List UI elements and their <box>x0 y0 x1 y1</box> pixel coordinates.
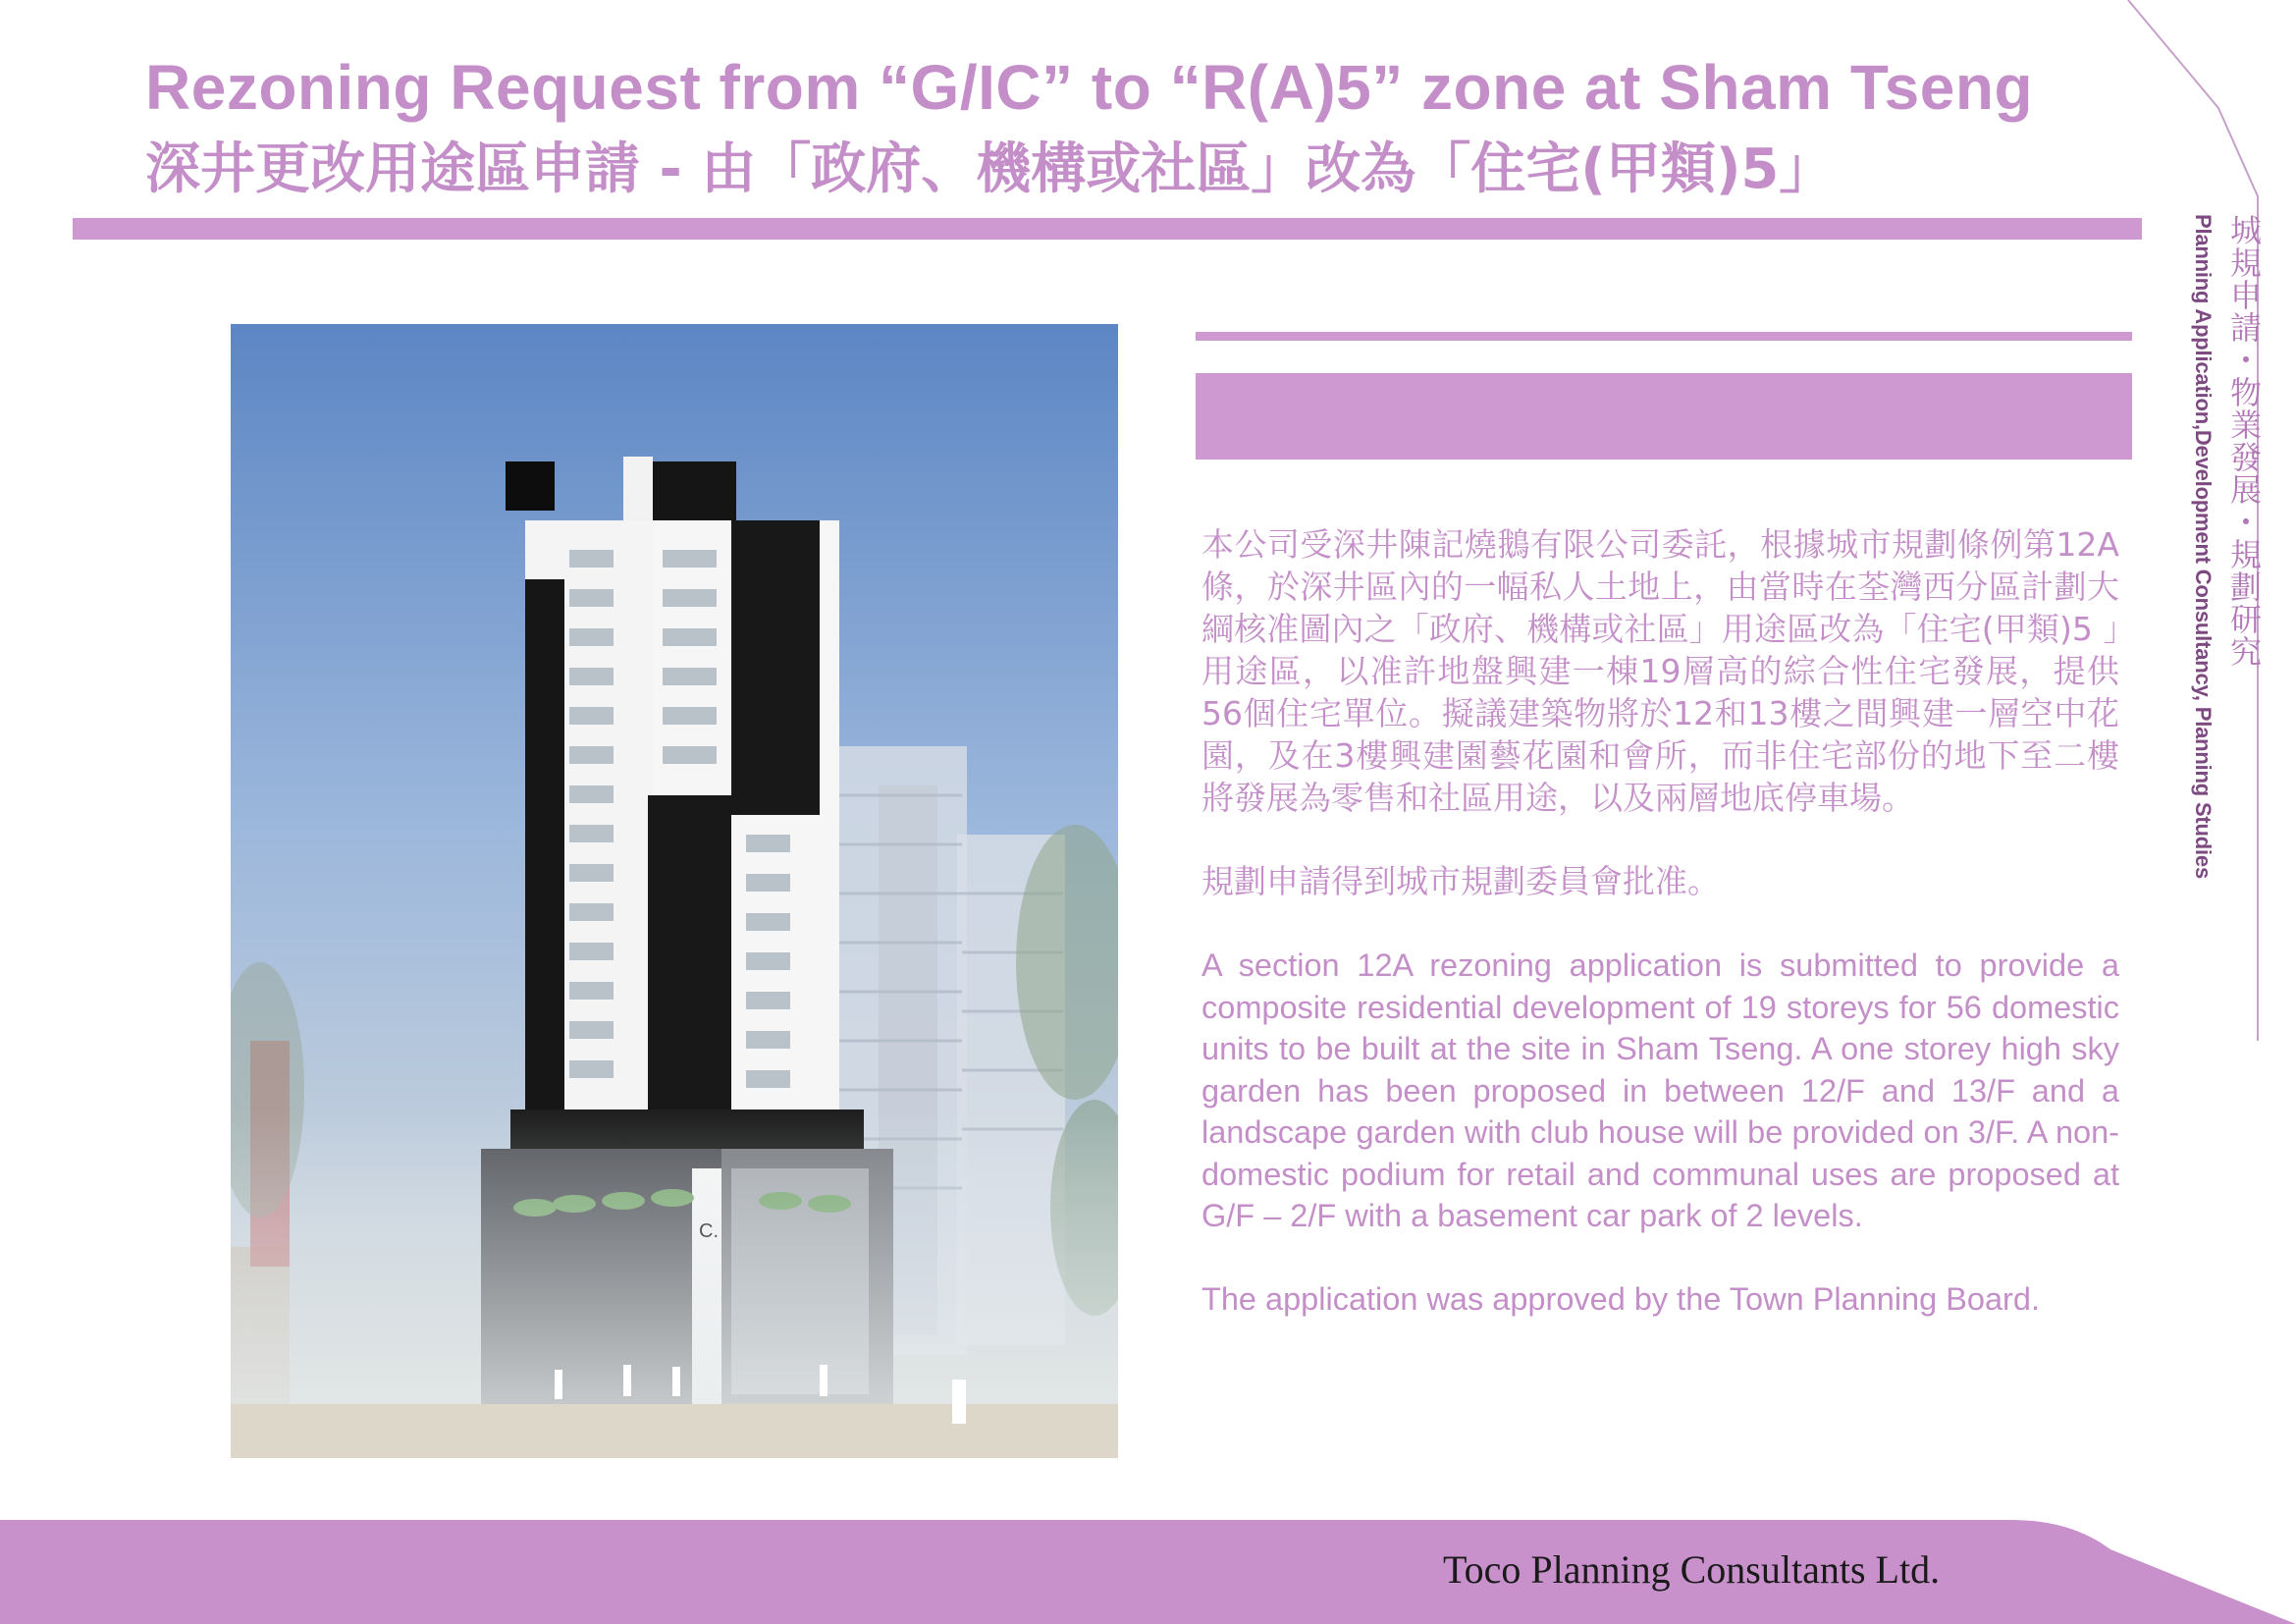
approval-note-chinese: 規劃申請得到城市規劃委員會批准。 <box>1201 862 1720 900</box>
description-text-block <box>1201 523 2119 1320</box>
footer-band <box>0 1520 2296 1624</box>
page-title-english: Rezoning Request from “G/IC” to “R(A)5” zone at Sham Tseng <box>145 52 2034 123</box>
description-english: A section 12A rezoning application is submitted to provide a composite residential development of 19 storeys for 56 domestic units to be built at the site in Sham Tseng. A one storey high sky garden has been proposed in between 12/F and 13/F and a landscape garden with club house will be provided on 3/F. A non-domestic podium for retail and communal uses are proposed at G/F – 2/F with a basement car park of 2 levels. <box>1201 947 2119 1233</box>
sidebar-services-chinese: 城規申請・物業發展・規劃研究 <box>2225 214 2263 668</box>
content-heading-bar <box>1196 373 2132 460</box>
building-rendering-image <box>231 324 1118 1458</box>
sidebar-services-english: Planning Application,Development Consultancy, Planning Studies <box>2191 214 2216 880</box>
approval-note-english: The application was approved by the Town Planning Board. <box>1201 1280 2040 1317</box>
page-title-chinese: 深井更改用途區申請 - 由「政府、機構或社區」改為「住宅(甲類)5」 <box>145 137 1835 201</box>
company-name: Toco Planning Consultants Ltd. <box>1443 1547 1941 1592</box>
title-divider <box>73 218 2142 240</box>
content-top-rule <box>1196 332 2132 341</box>
description-chinese: 本公司受深井陳記燒鵝有限公司委託，根據城市規劃條例第12A條，於深井區內的一幅私人土地上，由當時在荃灣西分區計劃大綱核准圖內之「政府、機構或社區」用途區改為「住宅(甲類)5 」用途區，以准許地盤興建一棟19層高的綜合性住宅發展，提供56個住宅單位。擬議建築物將於12和13樓之間興建一層空中花園，及在3樓興建園藝花園和會所，而非住宅部份的地下至二樓將發展為零售和社區用途，以及兩層地底停車場。 <box>1201 525 2119 817</box>
